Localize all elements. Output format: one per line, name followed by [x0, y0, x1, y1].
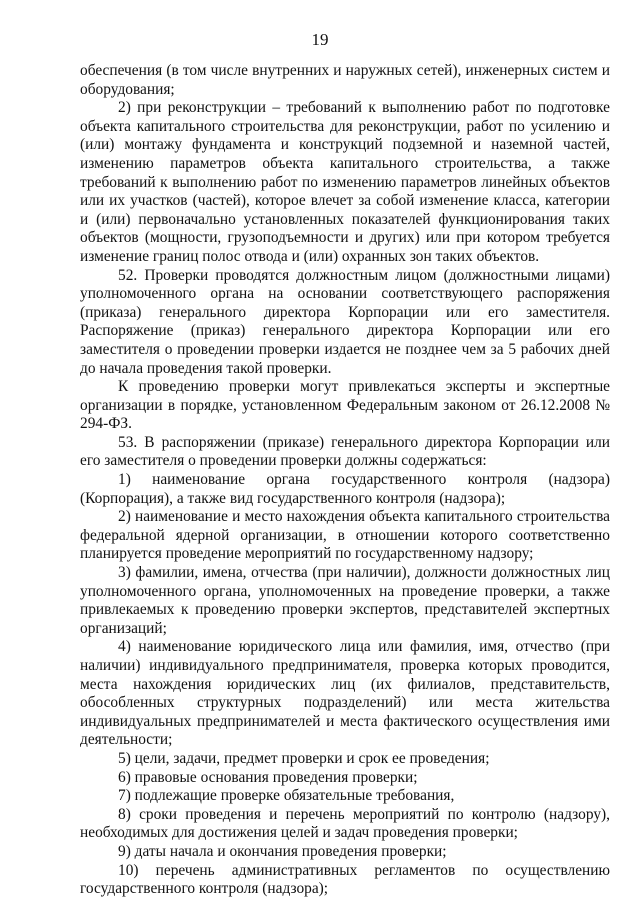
paragraph-reconstruction-requirements: 2) при реконструкции – требований к выполнению работ по подготовке объекта капитального строительства для реконструкции, работ по усилению и (или) монтажу фундамента и конструкций подземной и наземной частей, изменению параметров объекта капитального строительства, а также требований к выполнению работ по изменению параметров линейных объектов или их участков (частей), которое влечет за собой изменение класса, категории и (или) первоначально установленных показателей функционирования таких объектов (мощности, грузоподъемности и других) или при котором требуется изменение границ полос отвода и (или) охранных зон таких объектов. [80, 99, 610, 265]
paragraph-experts: К проведению проверки могут привлекаться эксперты и экспертные организации в порядке, установленном Федеральным законом от 26.12.2008 № 294-ФЗ. [80, 378, 610, 433]
list-item-6: 6) правовые основания проведения проверки; [118, 768, 418, 786]
page-number: 19 [311, 30, 329, 49]
list-item-1: 1) наименование органа государственного контроля (надзора) (Корпорация), а также вид государственного контроля (надзора); [80, 471, 610, 507]
list-item-9: 9) даты начала и окончания проведения проверки; [118, 842, 447, 860]
list-item-3: 3) фамилии, имена, отчества (при наличии), должности должностных лиц уполномоченного органа, уполномоченных на проведение проверки, а также привлекаемых к проведению проверки экспертов, представителей экспертных организаций; [80, 564, 610, 637]
paragraph-continuation: обеспечения (в том числе внутренних и наружных сетей), инженерных систем и оборудования; [80, 62, 610, 98]
paragraph-section-52: 52. Проверки проводятся должностным лицом (должностными лицами) уполномоченного органа на основании соответствующего распоряжения (приказа) генерального директора Корпорации или его заместителя. Распоряжение (приказ) генерального директора Корпорации или его заместителя о проведении проверки издается не позднее чем за 5 рабочих дней до начала проведения такой проверки. [80, 266, 610, 377]
list-item-2: 2) наименование и место нахождения объекта капитального строительства федеральной ядерной организации, в отношении которого соответственно планируется проведение мероприятий по государственному надзору; [80, 508, 610, 563]
document-body [80, 62, 610, 899]
list-item-7: 7) подлежащие проверке обязательные требования, [118, 787, 455, 805]
list-item-5: 5) цели, задачи, предмет проверки и срок ее проведения; [118, 749, 490, 767]
list-item-8: 8) сроки проведения и перечень мероприятий по контролю (надзору), необходимых для достижения целей и задач проведения проверки; [80, 805, 610, 842]
list-item-10: 10) перечень административных регламентов по осуществлению государственного контроля (надзора); [80, 861, 610, 898]
paragraph-section-53: 53. В распоряжении (приказе) генерального директора Корпорации или его заместителя о проведении проверки должны содержаться: [80, 433, 610, 470]
list-item-4: 4) наименование юридического лица или фамилия, имя, отчество (при наличии) индивидуального предпринимателя, проверка которых проводится, места нахождения юридических лиц (их филиалов, представительств, обособленных структурных подразделений) или места жительства индивидуальных предпринимателей и места фактического осуществления ими деятельности; [80, 638, 610, 749]
